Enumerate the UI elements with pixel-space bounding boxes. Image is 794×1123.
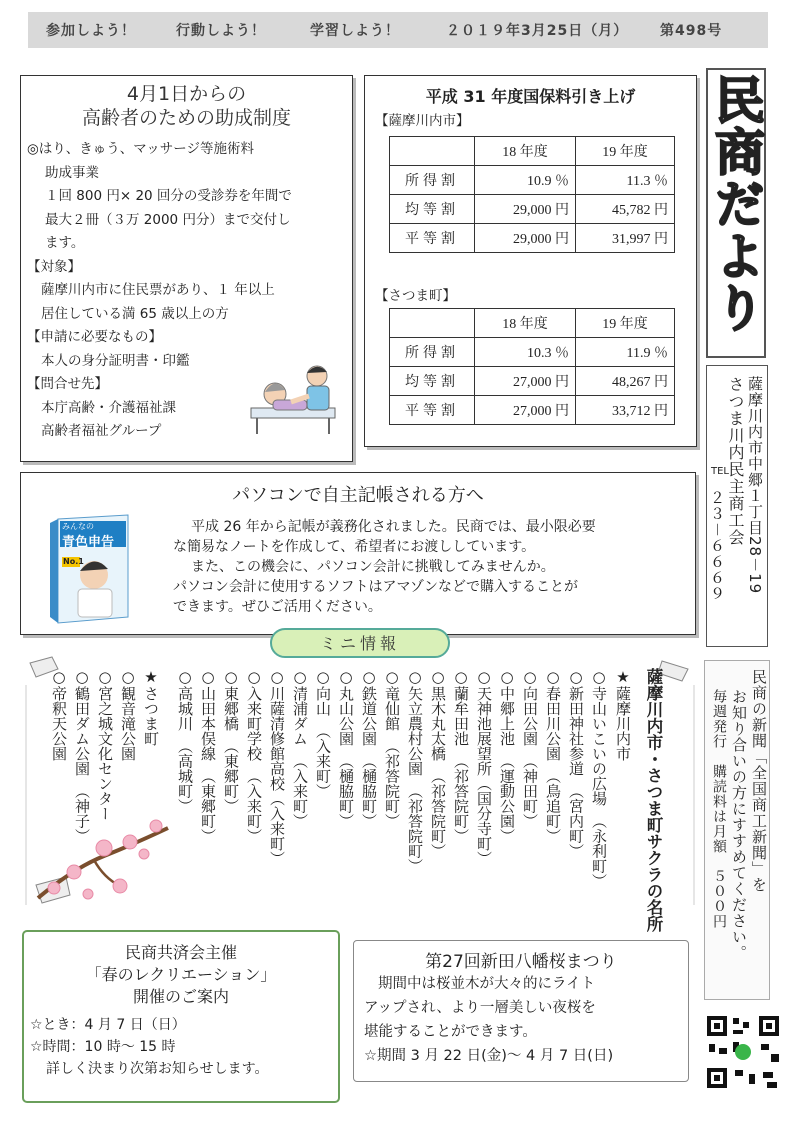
subsidy-line: 本庁高齢・介護福祉課 xyxy=(41,399,176,416)
slogan-act: 行動しよう！ xyxy=(176,23,266,39)
pc-line: パソコン会計に使用するソフトはアマゾンなどで購入することが xyxy=(173,579,579,595)
rec-note: 詳しく決まり次第お知らせします。 xyxy=(46,1061,269,1077)
subsidy-line: 高齢者福祉グループ xyxy=(41,423,162,439)
subsidy-line: １回 800 円× 20 回分の受診券を年間で xyxy=(45,188,292,204)
subsidy-line: 助成事業 xyxy=(45,164,99,181)
slogan-join: 参加しよう！ xyxy=(46,23,136,39)
publisher-address: 薩摩川内市中郷１丁目28－19 xyxy=(746,376,764,595)
cell: 10.3 ％ xyxy=(475,338,576,367)
pc-title: パソコンで自主記帳される方へ xyxy=(232,485,484,506)
sakura-spot: ○向田公園 （神田町） xyxy=(521,668,539,829)
rec-time: ☆時間：10 時～ 15 時 xyxy=(30,1039,176,1055)
sakura-spot: ○入来町学校 （入来町） xyxy=(245,668,263,844)
publisher-info xyxy=(706,365,768,647)
sakura-spot: ○天神池展望所（国分寺町） xyxy=(475,668,493,866)
news-line: お知り合いの方にすすめてください。 xyxy=(730,689,748,961)
subsidy-line: 【問合せ先】 xyxy=(27,376,108,392)
pc-line: な簡易なノートを作成して、希望者にお渡ししています。 xyxy=(173,539,536,555)
pc-line: 平成 26 年から記帳が義務化されました。民商では、最小限必要 xyxy=(191,519,596,535)
pc-body xyxy=(173,517,693,617)
sakura-spot: ○寺山いこいの広場 （永利町） xyxy=(590,668,608,889)
cell: 27,000 円 xyxy=(475,396,576,425)
festival-line: アップされ、より一層美しい夜桜を xyxy=(364,1000,596,1016)
issue-date: ２０１９年3月25日（月） xyxy=(446,23,629,39)
sakura-spot: ○向山 （入来町） xyxy=(314,668,332,799)
insurance-article xyxy=(364,75,697,447)
rec-title-3: 開催のご案内 xyxy=(132,987,229,1006)
sakura-spot: ○矢立農村公園 （祁答院町） xyxy=(406,668,424,874)
sakura-spot: ○春田川公園 （鳥追町） xyxy=(544,668,562,844)
sakura-spots-title: 薩摩川内市・さつま町サクラの名所 xyxy=(644,668,663,932)
cell: 29,000 円 xyxy=(475,224,576,253)
rec-title-1: 民商共済会主催 xyxy=(124,943,237,962)
cell: 10.9 ％ xyxy=(475,166,576,195)
sakura-spot: ○鉄道公園 （樋脇町） xyxy=(360,668,378,829)
issue-number: 第498号 xyxy=(660,23,723,39)
city-head-satsuma: ★さつま町 xyxy=(142,668,160,746)
row-label: 均等割 xyxy=(390,195,475,224)
cell: 45,782 円 xyxy=(576,195,675,224)
insurance-table-satsuma xyxy=(389,308,675,425)
festival-line: 堪能することができます。 xyxy=(364,1024,537,1040)
sakura-festival-notice xyxy=(353,940,689,1082)
city-head-satsumasendai: ★薩摩川内市 xyxy=(614,668,632,761)
city-label-satsumasendai: 【薩摩川内市】 xyxy=(375,113,470,129)
subsidy-line: 薩摩川内市に住民票があり、１ 年以上 xyxy=(41,282,275,298)
publisher-org: さつま川内民主商工会 xyxy=(726,376,745,546)
sakura-spot: ○川薩清修館高校（入来町） xyxy=(268,668,286,866)
subsidy-line: 最大２冊（３万 2000 円分）まで交付し xyxy=(45,211,291,228)
cell: 11.9 ％ xyxy=(576,338,675,367)
subsidy-line: ◎はり、きゅう、マッサージ等施術料 xyxy=(27,141,254,157)
subsidy-line: 【申請に必要なもの】 xyxy=(27,329,162,345)
insurance-title: 平成 31 年度国保料引き上げ xyxy=(425,87,636,106)
city-label-satsuma: 【さつま町】 xyxy=(375,288,456,304)
row-label: 平等割 xyxy=(390,396,475,425)
subsidy-line: 本人の身分証明書・印鑑 xyxy=(41,352,190,369)
subsidy-article xyxy=(20,75,353,462)
pkg-title-text: 青色申告 xyxy=(62,535,115,550)
subsidy-title-1: 4月1日からの xyxy=(126,83,247,105)
pc-line: できます。ぜひご活用ください。 xyxy=(173,599,382,615)
sakura-spot: ○宮之城文化センター xyxy=(96,668,114,821)
cell: 11.3 ％ xyxy=(576,166,675,195)
festival-title: 第27回新田八幡桜まつり xyxy=(425,952,617,972)
sakura-spot: ○中郷上池 （運動公園） xyxy=(498,668,516,844)
line-qr-code[interactable] xyxy=(705,1014,781,1090)
slogan-learn: 学習しよう！ xyxy=(310,23,400,39)
newspaper-promo xyxy=(704,660,770,1000)
sakura-spot: ○竜仙館 （祁答院町） xyxy=(383,668,401,829)
subsidy-title-2: 高齢者のための助成制度 xyxy=(81,107,291,129)
row-label: 所得割 xyxy=(390,338,475,367)
cell: 48,267 円 xyxy=(576,367,675,396)
recreation-notice xyxy=(22,930,340,1103)
software-package-image xyxy=(48,513,132,625)
pkg-badge: No.1 xyxy=(63,557,84,566)
subsidy-line: 居住している満 65 歳以上の方 xyxy=(41,305,229,322)
cell: 27,000 円 xyxy=(475,367,576,396)
col-header: 19 年度 xyxy=(576,137,675,166)
cherry-blossom-illustration xyxy=(34,808,174,908)
rec-title-2: 「春のレクリエーション」 xyxy=(85,965,277,984)
cell: 29,000 円 xyxy=(475,195,576,224)
news-line: 民商の新聞「全国商工新聞」を xyxy=(750,669,768,893)
tel-label: TEL xyxy=(711,466,729,477)
sakura-spot: ○東郷橋 （東郷町） xyxy=(222,668,240,814)
festival-period: ☆期間 3 月 22 日(金)～ 4 月 7 日(日) xyxy=(364,1048,614,1064)
sakura-spot: ○丸山公園 （樋脇町） xyxy=(337,668,355,829)
news-line: 毎週発行 購読料は月額 ５００円 xyxy=(711,689,727,929)
sakura-spot: ○観音滝公園 xyxy=(119,668,137,761)
pkg-top-text: みんなの xyxy=(62,522,94,531)
cell: 33,712 円 xyxy=(576,396,675,425)
sakura-spot: ○鶴田ダム公園 （神子） xyxy=(73,668,91,844)
caregiver-illustration xyxy=(243,358,343,438)
sakura-spot: ○新田神社参道 （宮内町） xyxy=(567,668,585,859)
header-bar xyxy=(28,12,768,48)
sakura-spot: ○高城川 （高城町） xyxy=(176,668,194,814)
cell: 31,997 円 xyxy=(576,224,675,253)
sakura-spot: ○清浦ダム （入来町） xyxy=(291,668,309,829)
masthead-title: 民商だより xyxy=(707,74,765,334)
row-label: 平等割 xyxy=(390,224,475,253)
subsidy-line: ます。 xyxy=(45,235,85,251)
publisher-tel: ２３－６６６９ xyxy=(708,490,726,603)
sakura-spot: ○帝釈天公園 xyxy=(50,668,68,761)
subsidy-line: 【対象】 xyxy=(27,258,81,275)
rec-date: ☆とき：4 月 7 日（日） xyxy=(30,1017,186,1033)
sakura-spot: ○黒木丸太橋 （祁答院町） xyxy=(429,668,447,859)
insurance-table-satsumasendai xyxy=(389,136,675,253)
col-header: 19 年度 xyxy=(576,309,675,338)
sakura-spot: ○蘭牟田池 （祁答院町） xyxy=(452,668,470,844)
row-label: 均等割 xyxy=(390,367,475,396)
row-label: 所得割 xyxy=(390,166,475,195)
pc-line: また、この機会に、パソコン会計に挑戦してみませんか。 xyxy=(191,559,555,575)
sakura-spot: ○山田本俣線 （東郷町） xyxy=(199,668,217,844)
mini-info-label: ミニ情報 xyxy=(270,628,450,658)
col-header: 18 年度 xyxy=(475,137,576,166)
col-header: 18 年度 xyxy=(475,309,576,338)
festival-line: 期間中は桜並木が大々的にライト xyxy=(378,976,596,992)
masthead xyxy=(706,68,766,358)
